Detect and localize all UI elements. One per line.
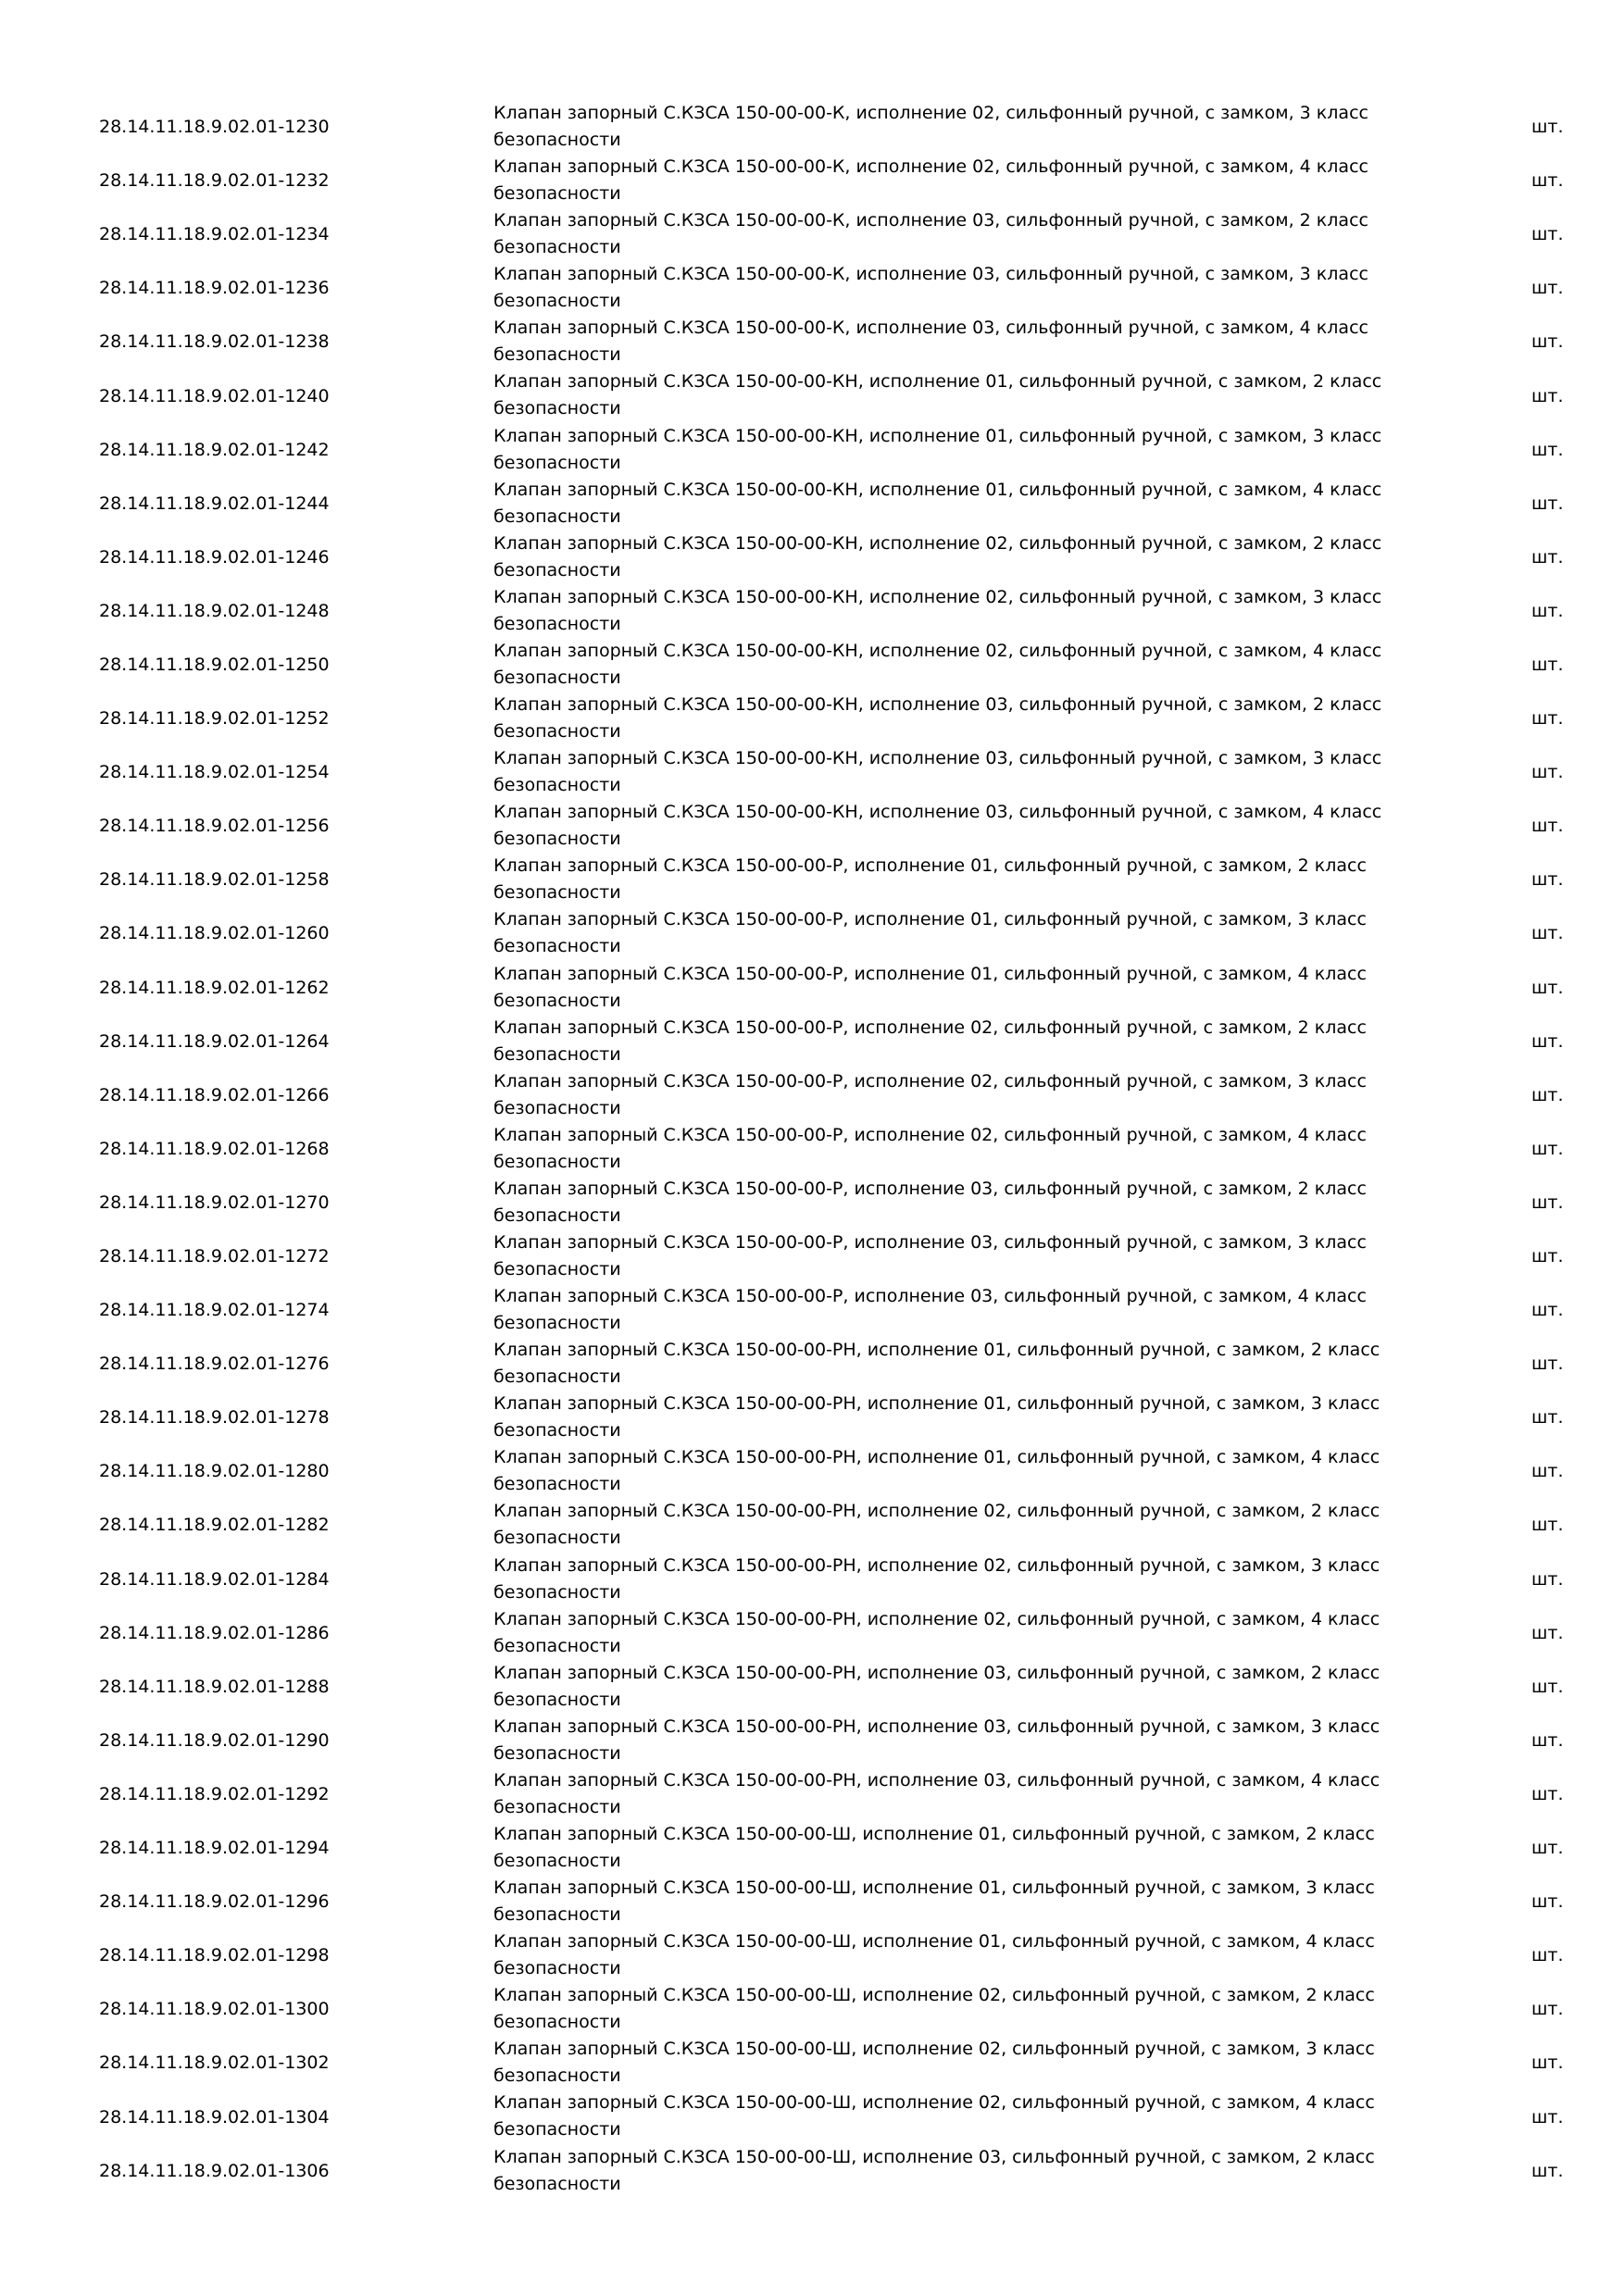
unit-of-measure: шт. bbox=[1531, 1461, 1564, 1482]
unit-of-measure: шт. bbox=[1531, 1192, 1564, 1213]
table-row bbox=[0, 745, 1624, 799]
resource-code: 28.14.11.18.9.02.01-1260 bbox=[99, 923, 330, 944]
resource-name-line-1: Клапан запорный С.КЗСА 150-00-00-РН, исполнение 03, сильфонный ручной, с замком, 4 класс bbox=[493, 1769, 1380, 1791]
table-row bbox=[0, 315, 1624, 368]
resource-code: 28.14.11.18.9.02.01-1266 bbox=[99, 1084, 330, 1105]
resource-name-line-2: безопасности bbox=[493, 775, 621, 796]
table-row bbox=[0, 2144, 1624, 2198]
unit-of-measure: шт. bbox=[1531, 278, 1564, 299]
resource-name bbox=[493, 1283, 1429, 1337]
resource-code: 28.14.11.18.9.02.01-1240 bbox=[99, 385, 330, 406]
resource-name-line-1: Клапан запорный С.КЗСА 150-00-00-К, исполнение 03, сильфонный ручной, с замком, 3 класс bbox=[493, 264, 1368, 285]
resource-name-line-1: Клапан запорный С.КЗСА 150-00-00-РН, исполнение 02, сильфонный ручной, с замком, 3 класс bbox=[493, 1554, 1380, 1576]
table-row bbox=[0, 692, 1624, 745]
resource-name-line-2: безопасности bbox=[493, 2012, 621, 2033]
resource-name-line-1: Клапан запорный С.КЗСА 150-00-00-Ш, исполнение 02, сильфонный ручной, с замком, 4 класс bbox=[493, 2092, 1375, 2114]
table-row bbox=[0, 1391, 1624, 1444]
resource-code: 28.14.11.18.9.02.01-1306 bbox=[99, 2160, 330, 2181]
table-row bbox=[0, 1068, 1624, 1122]
table-row bbox=[0, 584, 1624, 638]
unit-of-measure: шт. bbox=[1531, 1030, 1564, 1052]
resource-name bbox=[493, 1767, 1429, 1821]
resource-name bbox=[493, 154, 1429, 207]
resource-name-line-2: безопасности bbox=[493, 183, 621, 205]
resource-name bbox=[493, 477, 1429, 530]
resource-name-line-2: безопасности bbox=[493, 613, 621, 634]
resource-name-line-2: безопасности bbox=[493, 2065, 621, 2087]
resource-name-line-1: Клапан запорный С.КЗСА 150-00-00-КН, исполнение 02, сильфонный ручной, с замком, 2 класс bbox=[493, 532, 1382, 554]
resource-name bbox=[493, 1982, 1429, 2036]
table-row bbox=[0, 1122, 1624, 1176]
resource-name-line-2: безопасности bbox=[493, 1635, 621, 1656]
resource-name-line-2: безопасности bbox=[493, 130, 621, 150]
resource-name-line-1: Клапан запорный С.КЗСА 150-00-00-Р, исполнение 02, сильфонный ручной, с замком, 4 класс bbox=[493, 1124, 1367, 1145]
table-row bbox=[0, 2036, 1624, 2090]
resource-code: 28.14.11.18.9.02.01-1272 bbox=[99, 1246, 330, 1267]
unit-of-measure: шт. bbox=[1531, 117, 1564, 138]
resource-name-line-2: безопасности bbox=[493, 1474, 621, 1495]
unit-of-measure: шт. bbox=[1531, 1084, 1564, 1105]
resource-name-line-2: безопасности bbox=[493, 1796, 621, 1817]
resource-code: 28.14.11.18.9.02.01-1238 bbox=[99, 331, 330, 353]
resource-name-line-1: Клапан запорный С.КЗСА 150-00-00-КН, исполнение 01, сильфонный ручной, с замком, 2 класс bbox=[493, 371, 1382, 393]
resource-code: 28.14.11.18.9.02.01-1300 bbox=[99, 1999, 330, 2020]
resource-code: 28.14.11.18.9.02.01-1280 bbox=[99, 1461, 330, 1482]
resource-name-line-1: Клапан запорный С.КЗСА 150-00-00-КН, исполнение 03, сильфонный ручной, с замком, 2 класс bbox=[493, 694, 1382, 716]
resource-name-line-1: Клапан запорный С.КЗСА 150-00-00-Ш, исполнение 03, сильфонный ручной, с замком, 2 класс bbox=[493, 2146, 1375, 2167]
resource-code: 28.14.11.18.9.02.01-1288 bbox=[99, 1676, 330, 1697]
resource-name-line-1: Клапан запорный С.КЗСА 150-00-00-КН, исполнение 01, сильфонный ручной, с замком, 4 класс bbox=[493, 479, 1382, 500]
resource-name-line-1: Клапан запорный С.КЗСА 150-00-00-РН, исполнение 01, сильфонный ручной, с замком, 4 класс bbox=[493, 1447, 1380, 1468]
resource-name bbox=[493, 1498, 1429, 1552]
resource-name bbox=[493, 423, 1429, 477]
resource-name-line-1: Клапан запорный С.КЗСА 150-00-00-Р, исполнение 03, сильфонный ручной, с замком, 4 класс bbox=[493, 1286, 1367, 1307]
resource-code: 28.14.11.18.9.02.01-1244 bbox=[99, 493, 330, 514]
resource-name bbox=[493, 906, 1429, 960]
resource-code: 28.14.11.18.9.02.01-1262 bbox=[99, 977, 330, 998]
resource-name-line-1: Клапан запорный С.КЗСА 150-00-00-РН, исполнение 02, сильфонный ручной, с замком, 4 класс bbox=[493, 1608, 1380, 1629]
resource-code: 28.14.11.18.9.02.01-1282 bbox=[99, 1515, 330, 1536]
resource-name bbox=[493, 1176, 1429, 1229]
resource-name-line-1: Клапан запорный С.КЗСА 150-00-00-Ш, исполнение 01, сильфонный ручной, с замком, 4 класс bbox=[493, 1931, 1375, 1953]
table-row bbox=[0, 100, 1624, 154]
resource-name bbox=[493, 1821, 1429, 1875]
resource-name-line-1: Клапан запорный С.КЗСА 150-00-00-Ш, исполнение 01, сильфонный ручной, с замком, 3 класс bbox=[493, 1878, 1375, 1899]
resource-name-line-2: безопасности bbox=[493, 1420, 621, 1441]
resource-code: 28.14.11.18.9.02.01-1234 bbox=[99, 224, 330, 245]
table-row bbox=[0, 1498, 1624, 1552]
resource-name bbox=[493, 1714, 1429, 1767]
resource-name-line-2: безопасности bbox=[493, 2173, 621, 2194]
resource-code: 28.14.11.18.9.02.01-1264 bbox=[99, 1030, 330, 1052]
unit-of-measure: шт. bbox=[1531, 2160, 1564, 2181]
resource-name-line-2: безопасности bbox=[493, 398, 621, 419]
resource-name bbox=[493, 584, 1429, 638]
unit-of-measure: шт. bbox=[1531, 1838, 1564, 1859]
resource-name-line-2: безопасности bbox=[493, 1851, 621, 1871]
resource-name-line-1: Клапан запорный С.КЗСА 150-00-00-РН, исполнение 03, сильфонный ручной, с замком, 3 класс bbox=[493, 1716, 1380, 1737]
resource-name-line-1: Клапан запорный С.КЗСА 150-00-00-К, исполнение 03, сильфонный ручной, с замком, 4 класс bbox=[493, 318, 1368, 339]
resource-name bbox=[493, 745, 1429, 799]
resource-code: 28.14.11.18.9.02.01-1268 bbox=[99, 1138, 330, 1159]
resource-name bbox=[493, 1391, 1429, 1444]
resource-name-line-2: безопасности bbox=[493, 1043, 621, 1065]
table-row bbox=[0, 154, 1624, 207]
resource-name-line-1: Клапан запорный С.КЗСА 150-00-00-РН, исполнение 03, сильфонный ручной, с замком, 2 класс bbox=[493, 1662, 1380, 1683]
resource-name-line-2: безопасности bbox=[493, 1958, 621, 1979]
table-row bbox=[0, 477, 1624, 530]
resource-name bbox=[493, 1337, 1429, 1391]
resource-code: 28.14.11.18.9.02.01-1294 bbox=[99, 1838, 330, 1859]
resource-code: 28.14.11.18.9.02.01-1246 bbox=[99, 546, 330, 568]
table-row bbox=[0, 1875, 1624, 1928]
resource-code: 28.14.11.18.9.02.01-1304 bbox=[99, 2106, 330, 2128]
resource-name bbox=[493, 100, 1429, 154]
resource-name-line-2: безопасности bbox=[493, 721, 621, 742]
resource-name bbox=[493, 1068, 1429, 1122]
unit-of-measure: шт. bbox=[1531, 224, 1564, 245]
resource-name bbox=[493, 261, 1429, 315]
table-row bbox=[0, 1660, 1624, 1714]
table-row bbox=[0, 1015, 1624, 1068]
resource-name-line-2: безопасности bbox=[493, 1097, 621, 1118]
table-row bbox=[0, 423, 1624, 477]
resource-name bbox=[493, 1660, 1429, 1714]
table-row bbox=[0, 1821, 1624, 1875]
resource-name-line-1: Клапан запорный С.КЗСА 150-00-00-Р, исполнение 03, сильфонный ручной, с замком, 3 класс bbox=[493, 1231, 1367, 1253]
resource-name-line-2: безопасности bbox=[493, 2119, 621, 2140]
unit-of-measure: шт. bbox=[1531, 1945, 1564, 1966]
resource-name-line-2: безопасности bbox=[493, 1204, 621, 1226]
unit-of-measure: шт. bbox=[1531, 1246, 1564, 1267]
resource-code: 28.14.11.18.9.02.01-1270 bbox=[99, 1192, 330, 1213]
resource-table bbox=[0, 100, 1624, 2198]
resource-code: 28.14.11.18.9.02.01-1298 bbox=[99, 1945, 330, 1966]
table-row bbox=[0, 1928, 1624, 1982]
resource-name-line-2: безопасности bbox=[493, 667, 621, 688]
resource-code: 28.14.11.18.9.02.01-1274 bbox=[99, 1300, 330, 1321]
resource-name-line-1: Клапан запорный С.КЗСА 150-00-00-Р, исполнение 01, сильфонный ручной, с замком, 4 класс bbox=[493, 963, 1367, 984]
unit-of-measure: шт. bbox=[1531, 1568, 1564, 1590]
unit-of-measure: шт. bbox=[1531, 1622, 1564, 1643]
table-row bbox=[0, 2090, 1624, 2143]
resource-name-line-2: безопасности bbox=[493, 1151, 621, 1172]
unit-of-measure: шт. bbox=[1531, 1999, 1564, 2020]
table-row bbox=[0, 1767, 1624, 1821]
unit-of-measure: шт. bbox=[1531, 331, 1564, 353]
resource-name-line-1: Клапан запорный С.КЗСА 150-00-00-КН, исполнение 02, сильфонный ручной, с замком, 3 класс bbox=[493, 586, 1382, 607]
resource-name bbox=[493, 315, 1429, 368]
unit-of-measure: шт. bbox=[1531, 439, 1564, 460]
table-row bbox=[0, 1283, 1624, 1337]
resource-name bbox=[493, 692, 1429, 745]
table-row bbox=[0, 1176, 1624, 1229]
resource-name-line-1: Клапан запорный С.КЗСА 150-00-00-Р, исполнение 01, сильфонный ручной, с замком, 3 класс bbox=[493, 909, 1367, 930]
unit-of-measure: шт. bbox=[1531, 869, 1564, 891]
resource-code: 28.14.11.18.9.02.01-1290 bbox=[99, 1729, 330, 1751]
resource-name bbox=[493, 1553, 1429, 1606]
table-row bbox=[0, 261, 1624, 315]
table-row bbox=[0, 1714, 1624, 1767]
resource-code: 28.14.11.18.9.02.01-1252 bbox=[99, 708, 330, 730]
table-row bbox=[0, 1553, 1624, 1606]
resource-name-line-1: Клапан запорный С.КЗСА 150-00-00-Ш, исполнение 02, сильфонный ручной, с замком, 3 класс bbox=[493, 2039, 1375, 2060]
table-row bbox=[0, 1337, 1624, 1391]
unit-of-measure: шт. bbox=[1531, 385, 1564, 406]
resource-name-line-2: безопасности bbox=[493, 344, 621, 366]
resource-name-line-2: безопасности bbox=[493, 990, 621, 1011]
unit-of-measure: шт. bbox=[1531, 1138, 1564, 1159]
unit-of-measure: шт. bbox=[1531, 1676, 1564, 1697]
table-row bbox=[0, 368, 1624, 422]
resource-code: 28.14.11.18.9.02.01-1258 bbox=[99, 869, 330, 891]
unit-of-measure: шт. bbox=[1531, 170, 1564, 192]
resource-name bbox=[493, 2090, 1429, 2143]
resource-name bbox=[493, 2036, 1429, 2090]
resource-name-line-2: безопасности bbox=[493, 505, 621, 527]
resource-name-line-1: Клапан запорный С.КЗСА 150-00-00-РН, исполнение 01, сильфонный ручной, с замком, 2 класс bbox=[493, 1340, 1380, 1361]
resource-code: 28.14.11.18.9.02.01-1256 bbox=[99, 816, 330, 837]
resource-name bbox=[493, 1928, 1429, 1982]
resource-name bbox=[493, 1015, 1429, 1068]
table-row bbox=[0, 853, 1624, 906]
resource-name-line-2: безопасности bbox=[493, 829, 621, 850]
table-row bbox=[0, 961, 1624, 1015]
resource-name-line-2: безопасности bbox=[493, 1528, 621, 1549]
resource-code: 28.14.11.18.9.02.01-1284 bbox=[99, 1568, 330, 1590]
unit-of-measure: шт. bbox=[1531, 2053, 1564, 2074]
resource-name-line-2: безопасности bbox=[493, 1581, 621, 1603]
resource-name-line-1: Клапан запорный С.КЗСА 150-00-00-КН, исполнение 01, сильфонный ручной, с замком, 3 класс bbox=[493, 425, 1382, 446]
resource-name bbox=[493, 1122, 1429, 1176]
unit-of-measure: шт. bbox=[1531, 2106, 1564, 2128]
resource-name-line-1: Клапан запорный С.КЗСА 150-00-00-КН, исполнение 02, сильфонный ручной, с замком, 4 класс bbox=[493, 640, 1382, 661]
table-row bbox=[0, 207, 1624, 261]
resource-code: 28.14.11.18.9.02.01-1302 bbox=[99, 2053, 330, 2074]
unit-of-measure: шт. bbox=[1531, 816, 1564, 837]
resource-name bbox=[493, 961, 1429, 1015]
resource-name-line-2: безопасности bbox=[493, 559, 621, 580]
table-row bbox=[0, 1982, 1624, 2036]
resource-code: 28.14.11.18.9.02.01-1230 bbox=[99, 117, 330, 138]
table-row bbox=[0, 1229, 1624, 1283]
resource-code: 28.14.11.18.9.02.01-1254 bbox=[99, 762, 330, 783]
resource-name bbox=[493, 799, 1429, 853]
resource-name bbox=[493, 1444, 1429, 1498]
resource-name-line-1: Клапан запорный С.КЗСА 150-00-00-Ш, исполнение 01, сильфонный ручной, с замком, 2 класс bbox=[493, 1824, 1375, 1844]
resource-name-line-2: безопасности bbox=[493, 452, 621, 473]
resource-code: 28.14.11.18.9.02.01-1236 bbox=[99, 278, 330, 299]
resource-name-line-1: Клапан запорный С.КЗСА 150-00-00-РН, исполнение 02, сильфонный ручной, с замком, 2 класс bbox=[493, 1501, 1380, 1522]
resource-name-line-2: безопасности bbox=[493, 1689, 621, 1710]
resource-name-line-2: безопасности bbox=[493, 237, 621, 258]
table-row bbox=[0, 638, 1624, 692]
resource-name bbox=[493, 1875, 1429, 1928]
unit-of-measure: шт. bbox=[1531, 923, 1564, 944]
resource-code: 28.14.11.18.9.02.01-1278 bbox=[99, 1407, 330, 1429]
table-row bbox=[0, 799, 1624, 853]
resource-name-line-1: Клапан запорный С.КЗСА 150-00-00-Р, исполнение 03, сильфонный ручной, с замком, 2 класс bbox=[493, 1178, 1367, 1199]
resource-name-line-1: Клапан запорный С.КЗСА 150-00-00-РН, исполнение 01, сильфонный ручной, с замком, 3 класс bbox=[493, 1393, 1380, 1415]
unit-of-measure: шт. bbox=[1531, 493, 1564, 514]
resource-code: 28.14.11.18.9.02.01-1250 bbox=[99, 654, 330, 675]
resource-code: 28.14.11.18.9.02.01-1296 bbox=[99, 1891, 330, 1913]
unit-of-measure: шт. bbox=[1531, 546, 1564, 568]
table-row bbox=[0, 1444, 1624, 1498]
resource-code: 28.14.11.18.9.02.01-1242 bbox=[99, 439, 330, 460]
resource-name-line-1: Клапан запорный С.КЗСА 150-00-00-К, исполнение 02, сильфонный ручной, с замком, 4 класс bbox=[493, 156, 1368, 178]
resource-name-line-2: безопасности bbox=[493, 1742, 621, 1764]
unit-of-measure: шт. bbox=[1531, 1515, 1564, 1536]
resource-code: 28.14.11.18.9.02.01-1232 bbox=[99, 170, 330, 192]
table-row bbox=[0, 906, 1624, 960]
resource-name-line-1: Клапан запорный С.КЗСА 150-00-00-Р, исполнение 01, сильфонный ручной, с замком, 2 класс bbox=[493, 855, 1367, 877]
resource-name-line-1: Клапан запорный С.КЗСА 150-00-00-Р, исполнение 02, сильфонный ручной, с замком, 3 класс bbox=[493, 1070, 1367, 1092]
unit-of-measure: шт. bbox=[1531, 1354, 1564, 1375]
resource-name-line-1: Клапан запорный С.КЗСА 150-00-00-Р, исполнение 02, сильфонный ручной, с замком, 2 класс bbox=[493, 1017, 1367, 1038]
resource-name bbox=[493, 207, 1429, 261]
unit-of-measure: шт. bbox=[1531, 1891, 1564, 1913]
resource-name-line-1: Клапан запорный С.КЗСА 150-00-00-КН, исполнение 03, сильфонный ручной, с замком, 3 класс bbox=[493, 748, 1382, 769]
resource-name bbox=[493, 368, 1429, 422]
resource-name-line-2: безопасности bbox=[493, 1366, 621, 1388]
table-row bbox=[0, 530, 1624, 584]
resource-name bbox=[493, 1229, 1429, 1283]
resource-name bbox=[493, 638, 1429, 692]
resource-name-line-2: безопасности bbox=[493, 936, 621, 957]
resource-name-line-2: безопасности bbox=[493, 1313, 621, 1334]
resource-name bbox=[493, 530, 1429, 584]
resource-name bbox=[493, 2144, 1429, 2198]
resource-name-line-1: Клапан запорный С.КЗСА 150-00-00-КН, исполнение 03, сильфонный ручной, с замком, 4 класс bbox=[493, 802, 1382, 823]
unit-of-measure: шт. bbox=[1531, 977, 1564, 998]
resource-code: 28.14.11.18.9.02.01-1248 bbox=[99, 600, 330, 621]
unit-of-measure: шт. bbox=[1531, 1407, 1564, 1429]
resource-name-line-1: Клапан запорный С.КЗСА 150-00-00-Ш, исполнение 02, сильфонный ручной, с замком, 2 класс bbox=[493, 1985, 1375, 2006]
resource-name bbox=[493, 853, 1429, 906]
resource-code: 28.14.11.18.9.02.01-1286 bbox=[99, 1622, 330, 1643]
unit-of-measure: шт. bbox=[1531, 1729, 1564, 1751]
resource-name-line-2: безопасности bbox=[493, 1258, 621, 1279]
resource-code: 28.14.11.18.9.02.01-1276 bbox=[99, 1354, 330, 1375]
resource-name-line-1: Клапан запорный С.КЗСА 150-00-00-К, исполнение 03, сильфонный ручной, с замком, 2 класс bbox=[493, 210, 1368, 231]
resource-name bbox=[493, 1606, 1429, 1660]
resource-code: 28.14.11.18.9.02.01-1292 bbox=[99, 1783, 330, 1804]
unit-of-measure: шт. bbox=[1531, 1300, 1564, 1321]
resource-name-line-1: Клапан запорный С.КЗСА 150-00-00-К, исполнение 02, сильфонный ручной, с замком, 3 класс bbox=[493, 103, 1368, 123]
resource-name-line-2: безопасности bbox=[493, 291, 621, 312]
resource-name-line-2: безопасности bbox=[493, 882, 621, 904]
unit-of-measure: шт. bbox=[1531, 654, 1564, 675]
table-row bbox=[0, 1606, 1624, 1660]
unit-of-measure: шт. bbox=[1531, 600, 1564, 621]
resource-name-line-2: безопасности bbox=[493, 1904, 621, 1926]
unit-of-measure: шт. bbox=[1531, 1783, 1564, 1804]
unit-of-measure: шт. bbox=[1531, 708, 1564, 730]
unit-of-measure: шт. bbox=[1531, 762, 1564, 783]
